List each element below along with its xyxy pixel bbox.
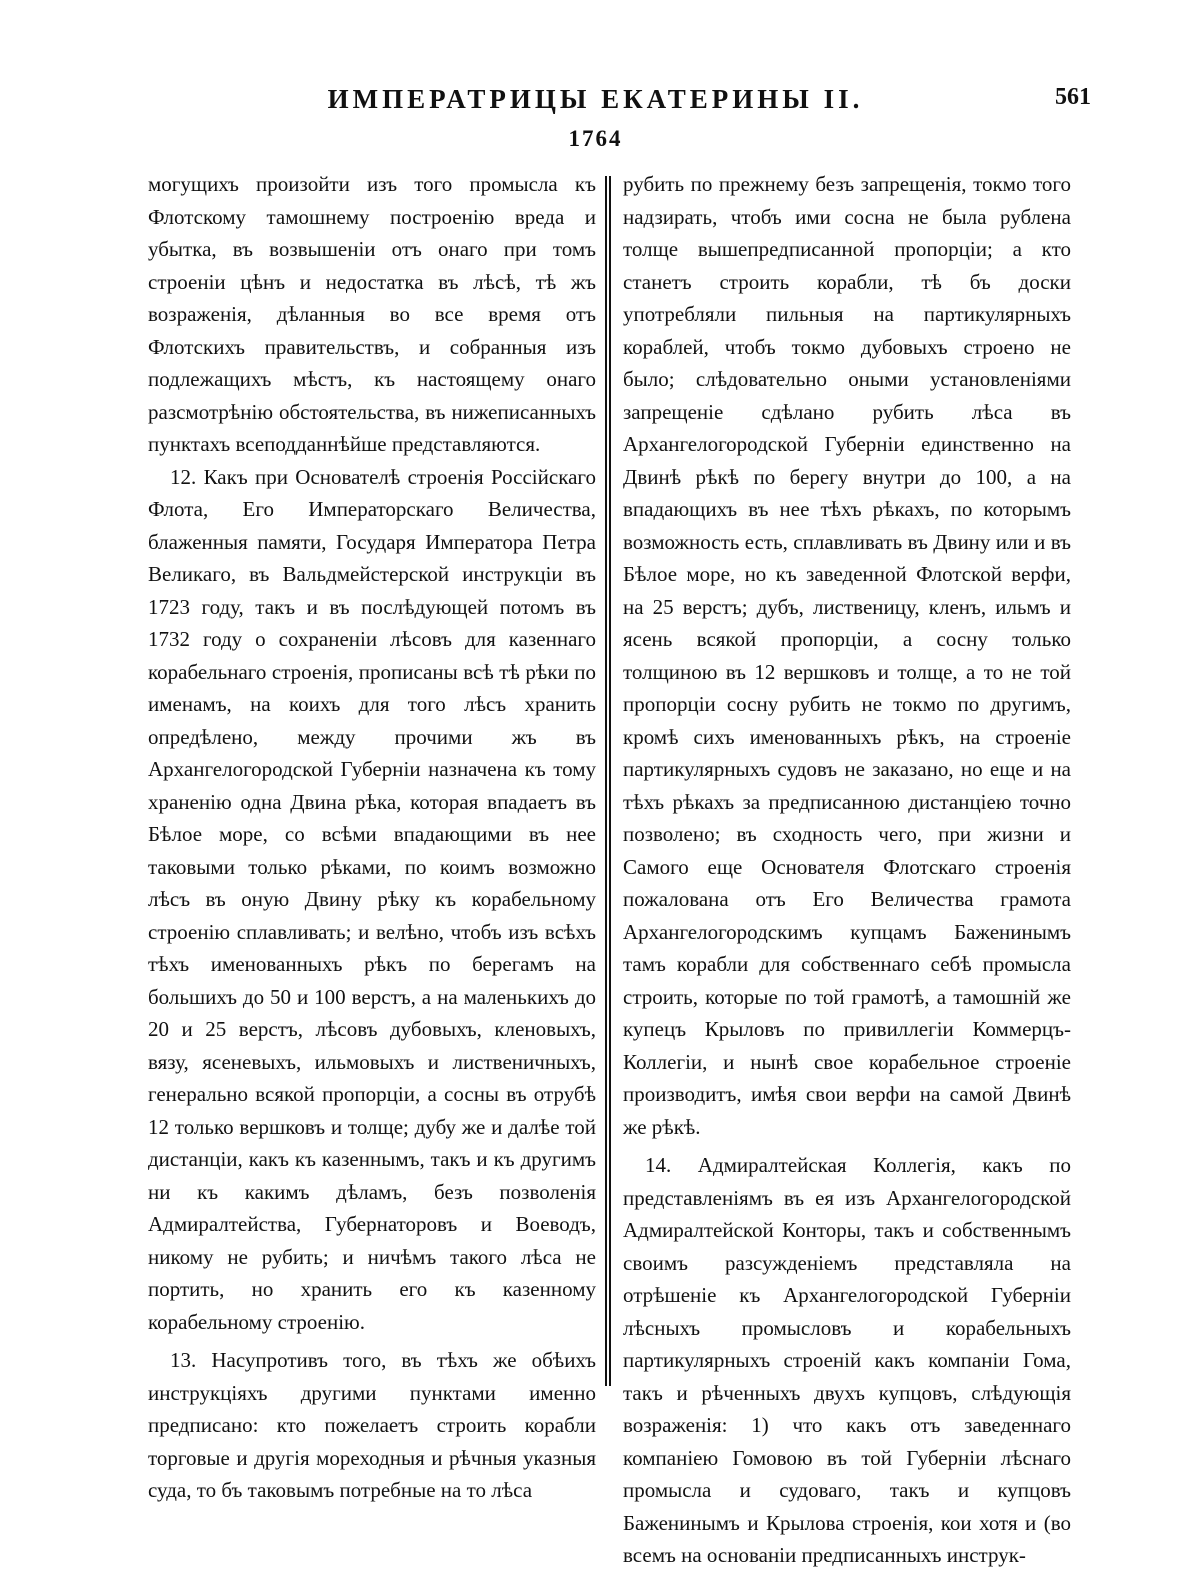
page-number: 561 bbox=[1055, 84, 1091, 110]
running-title: ИМПЕРАТРИЦЫ ЕКАТЕРИНЫ II. bbox=[327, 84, 864, 114]
paragraph-14: 14. Адмиралтейская Коллегія, какъ по представленіямъ въ ея изъ Архангелогородской Адмиралтейской Конторы, такъ и собственнымъ своимъ разсужденіемъ представляла на отрѣшеніе къ Архангелогородской Губерніи лѣсныхъ промысловъ и корабельныхъ партикулярныхъ строеній какъ компаніи Гома, такъ и рѣченныхъ двухъ купцовъ, слѣдующія возраженія: 1) что какъ отъ заведеннаго компаніею Гомовою въ той Губерніи лѣснаго промысла и судоваго, такъ и купцовъ Баженинымъ и Крылова строенія, кои хотя и (во всемъ на основаніи предписанныхъ инструк- bbox=[623, 1153, 1071, 1567]
right-column bbox=[623, 168, 1071, 1567]
paragraph-12: 12. Какъ при Основателѣ строенія Россійскаго Флота, Его Императорскаго Величества, блаженныя памяти, Государя Императора Петра Великаго, въ Вальдмейстерской инструкціи въ 1723 году, такъ и въ послѣдующей потомъ въ 1732 году о сохраненіи лѣсовъ для казеннаго корабельнаго строенія, прописаны всѣ тѣ рѣки по именамъ, на коихъ для того лѣсъ хранить опредѣлено, между прочими жъ въ Архангелогородской Губерніи назначена къ тому храненію одна Двина рѣка, которая впадаетъ въ Бѣлое море, со всѣми впадающими въ нее таковыми только рѣками, по коимъ возможно лѣсъ въ оную Двину рѣку къ корабельному строенію сплавливать; и велѣно, чтобъ изъ всѣхъ тѣхъ именованныхъ рѣкъ по берегамъ на большихъ до 50 и 100 верстъ, а на маленькихъ до 20 и 25 верстъ, лѣсовъ дубовыхъ, кленовыхъ, вязу, ясеневыхъ, ильмовыхъ и лиственичныхъ, генерально всякой пропорціи, а сосны въ отрубѣ 12 только вершковъ и толще; дубу же и далѣе той дистанціи, какъ къ казеннымъ, такъ и къ другимъ ни къ какимъ дѣламъ, безъ позволенія Адмиралтейства, Губернаторовъ и Воеводъ, никому не рубить; и ничѣмъ такого лѣса не портить, но хранить его къ казенному корабельному строенію. bbox=[148, 464, 596, 1334]
year-heading: 1764 bbox=[568, 126, 623, 151]
paragraph-13: 13. Насупротивъ того, въ тѣхъ же обѣихъ инструкціяхъ другими пунктами именно предписано: кто пожелаетъ строить корабли торговые и другія мореходныя и рѣчныя указныя суда, то бъ таковымъ потребные на то лѣса bbox=[148, 1348, 596, 1502]
left-column bbox=[148, 168, 596, 1502]
column-divider bbox=[605, 176, 611, 1386]
paragraph-13-continued: рубить по прежнему безъ запрещенія, токмо того надзирать, чтобъ ими сосна не была рублена толще вышепредписанной пропорціи; а кто станетъ строить корабли, тѣ бъ доски употребляли пильныя на партикулярныхъ кораблей, чтобъ токмо дубовыхъ строено не было; слѣдовательно оными установленіями запрещеніе сдѣлано рубить лѣса въ Архангелогородской Губерніи единственно на Двинѣ рѣкѣ по берегу внутри до 100, а на впадающихъ въ нее тѣхъ рѣкахъ, по которымъ возможность есть, сплавливать въ Двину или и въ Бѣлое море, но къ заведенной Флотской верфи, на 25 верстъ; дубъ, лиственицу, кленъ, ильмъ и ясень всякой пропорціи, а сосну только толщиною въ 12 вершковъ и толще, а то не той пропорціи сосну рубить не токмо по другимъ, кромѣ сихъ именованныхъ рѣкъ, на строеніе партикулярныхъ судовъ не заказано, но еще и на тѣхъ рѣкахъ за предписанною дистанціею точно позволено; въ сходность чего, при жизни и Самого еще Основателя Флотскаго строенія пожалована отъ Его Величества грамота Архангелогородскимъ купцамъ Баженинымъ тамъ корабли для собственнаго себѣ промысла строить, которые по той грамотѣ, а тамошній же купецъ Крыловъ по привиллегіи Коммерцъ-Коллегіи, и нынѣ свое корабельное строеніе производитъ, имѣя свои верфи на самой Двинѣ же рѣкѣ. bbox=[623, 172, 1071, 1139]
paragraph-continued: могущихъ произойти изъ того промысла къ Флотскому тамошнему построенію вреда и убытка, въ возвышеніи отъ онаго при томъ строеніи цѣнъ и недостатка въ лѣсѣ, тѣ жъ возраженія, дѣланныя во все время отъ Флотскихъ правительствъ, и собранныя изъ подлежащихъ мѣстъ, къ настоящему онаго разсмотрѣнію обстоятельства, въ нижеписанныхъ пунктахъ всеподданнѣйше представляются. bbox=[148, 172, 596, 456]
